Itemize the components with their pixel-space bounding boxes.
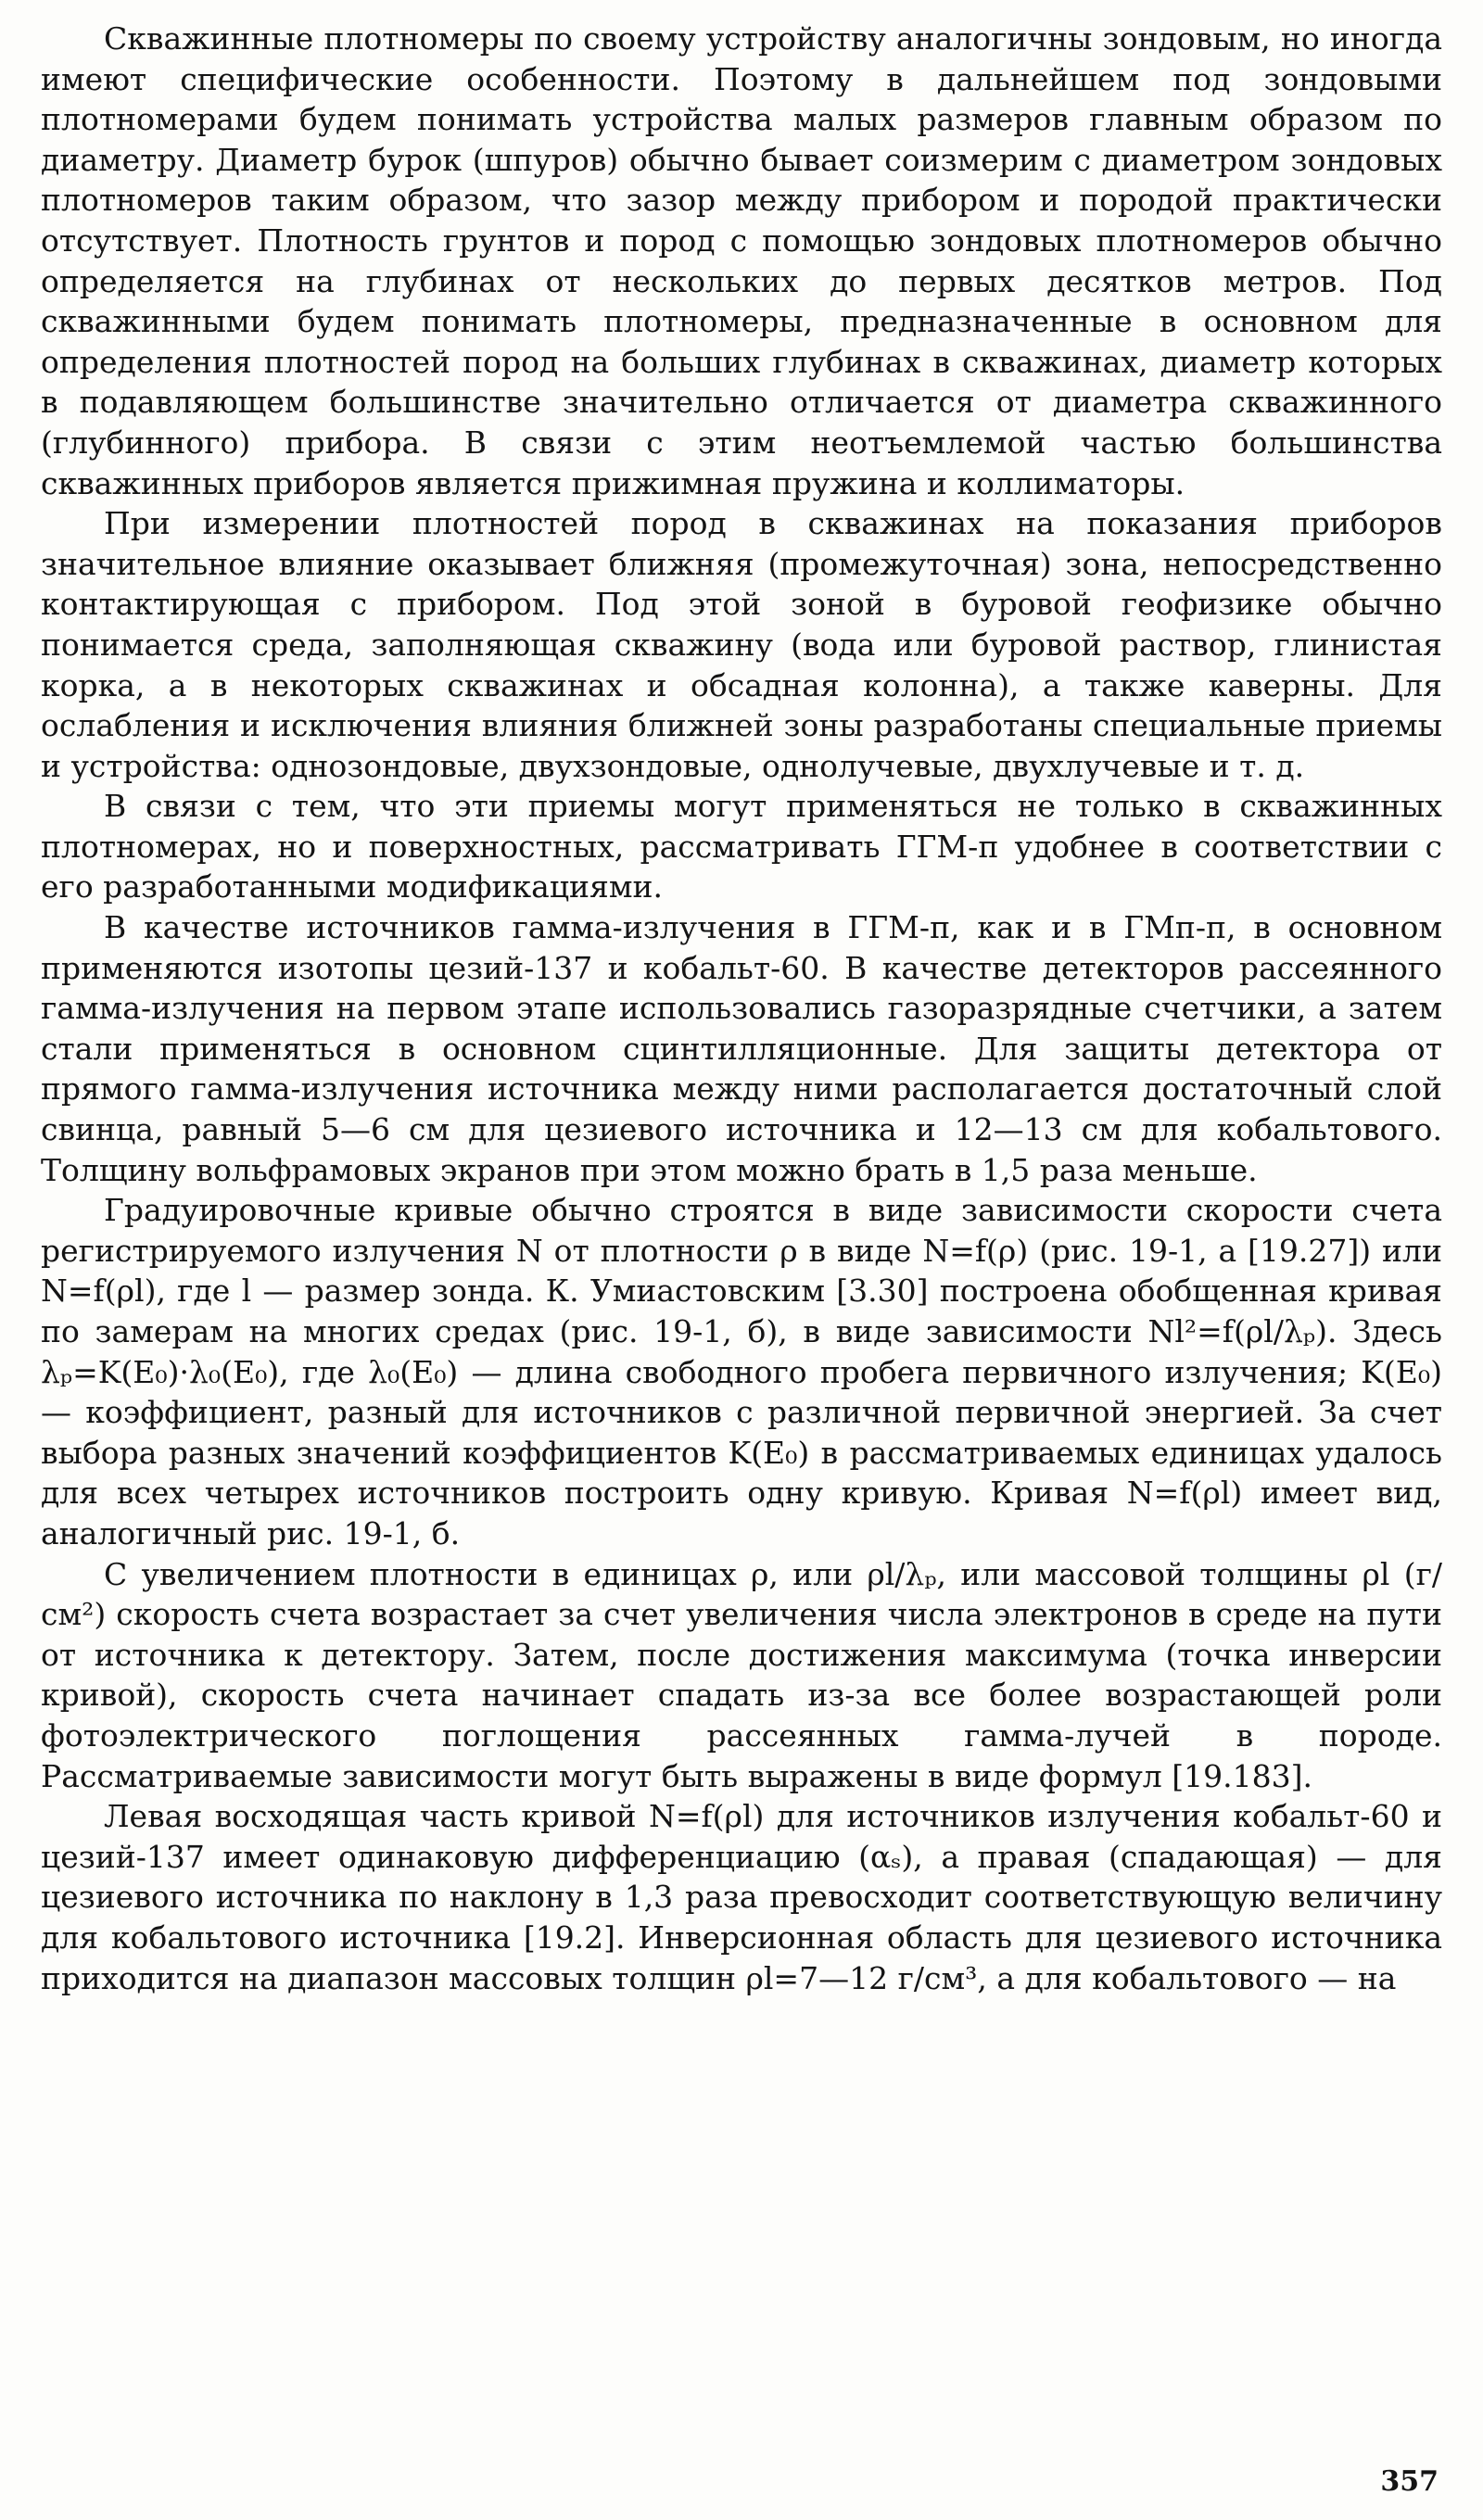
body-text: [41, 19, 1442, 1998]
paragraph-7: Левая восходящая часть кривой N=f(ρl) для источников излучения кобальт-60 и цезий-137 имеет одинаковую дифференциацию (αₛ), а правая (спадающая) — для цезиевого источника по наклону в 1,3 раза превосходит соответствующую величину для кобальтового источника [19.2]. Инверсионная область для цезиевого источника приходится на диапазон массовых толщин ρl=7—12 г/см³, а для кобальтового — на: [41, 1798, 1442, 1996]
paragraph-2: При измерении плотностей пород в скважинах на показания приборов значительное влияние оказывает ближняя (промежуточная) зона, непосредственно контактирующая с прибором. Под этой зоной в буровой геофизике обычно понимается среда, заполняющая скважину (вода или буровой раствор, глинистая корка, а в некоторых скважинах и обсадная колонна), а также каверны. Для ослабления и исключения влияния ближней зоны разработаны специальные приемы и устройства: однозондовые, двухзондовые, однолучевые, двухлучевые и т. д.: [41, 505, 1442, 784]
paragraph-5: Градуировочные кривые обычно строятся в виде зависимости скорости счета регистрируемого излучения N от плотности ρ в виде N=f(ρ) (рис. 19-1, а [19.27]) или N=f(ρl), где l — размер зонда. К. Умиастовским [3.30] построена обобщенная кривая по замерам на многих средах (рис. 19-1, б), в виде зависимости Nl²=f(ρl/λₚ). Здесь λₚ=K(E₀)·λ₀(E₀), где λ₀(E₀) — длина свободного пробега первичного излучения; K(E₀) — коэффициент, разный для источников с различной первичной энергией. За счет выбора разных значений коэффициентов K(E₀) в рассматриваемых единицах удалось для всех четырех источников построить одну кривую. Кривая N=f(ρl) имеет вид, аналогичный рис. 19-1, б.: [41, 1192, 1442, 1551]
paragraph-1: Скважинные плотномеры по своему устройству аналогичны зондовым, но иногда имеют специфические особенности. Поэтому в дальнейшем под зондовыми плотномерами будем понимать устройства малых размеров главным образом по диаметру. Диаметр бурок (шпуров) обычно бывает соизмерим с диаметром зондовых плотномеров таким образом, что зазор между прибором и породой практически отсутствует. Плотность грунтов и пород с помощью зондовых плотномеров обычно определяется на глубинах от нескольких до первых десятков метров. Под скважинными будем понимать плотномеры, предназначенные в основном для определения плотностей пород на больших глубинах в скважинах, диаметр которых в подавляющем большинстве значительно отличается от диаметра скважинного (глубинного) прибора. В связи с этим неотъемлемой частью большинства скважинных приборов является прижимная пружина и коллиматоры.: [41, 20, 1442, 501]
paragraph-6: С увеличением плотности в единицах ρ, или ρl/λₚ, или массовой толщины ρl (г/см²) скорость счета возрастает за счет увеличения числа электронов в среде на пути от источника к детектору. Затем, после достижения максимума (точка инверсии кривой), скорость счета начинает спадать из-за все более возрастающей роли фотоэлектрического поглощения рассеянных гамма-лучей в породе. Рассматриваемые зависимости могут быть выражены в виде формул [19.183].: [41, 1555, 1442, 1794]
paragraph-4: В качестве источников гамма-излучения в ГГМ-п, как и в ГМп-п, в основном применяются изотопы цезий-137 и кобальт-60. В качестве детекторов рассеянного гамма-излучения на первом этапе использовались газоразрядные счетчики, а затем стали применяться в основном сцинтилляционные. Для защиты детектора от прямого гамма-излучения источника между ними располагается достаточный слой свинца, равный 5—6 см для цезиевого источника и 12—13 см для кобальтового. Толщину вольфрамовых экранов при этом можно брать в 1,5 раза меньше.: [41, 909, 1442, 1188]
paragraph-3: В связи с тем, что эти приемы могут применяться не только в скважинных плотномерах, но и поверхностных, рассматривать ГГМ-п удобнее в соответствии с его разработанными модификациями.: [41, 788, 1442, 905]
page-number: 357: [1380, 2465, 1439, 2498]
